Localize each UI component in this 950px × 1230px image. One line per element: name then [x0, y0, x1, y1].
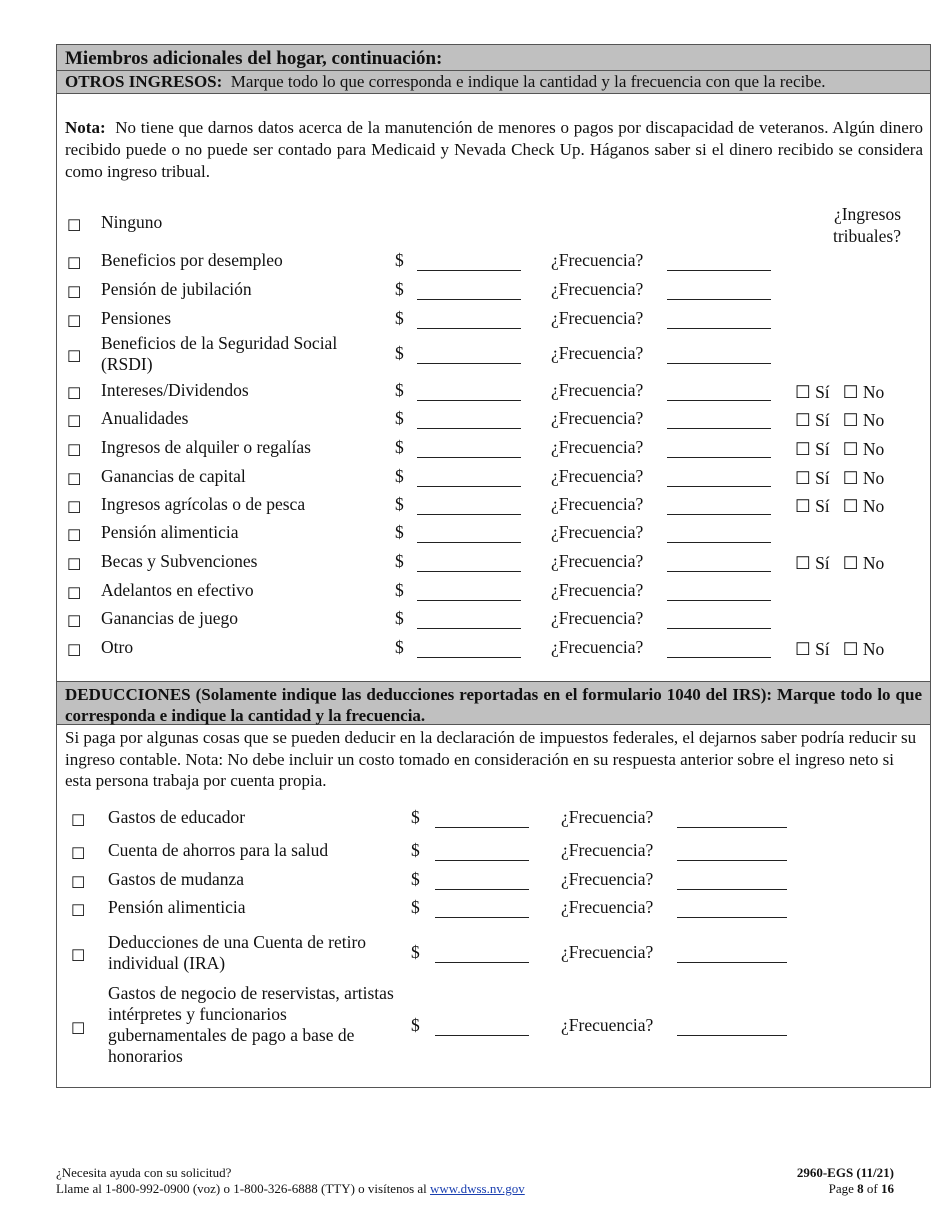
amount-field[interactable]	[417, 466, 521, 487]
income-checkbox[interactable]: ☐	[67, 443, 82, 460]
frequency-field[interactable]	[667, 580, 771, 601]
amount-field[interactable]	[435, 897, 529, 918]
tribal-no-checkbox[interactable]: ☐ No	[842, 410, 885, 430]
income-checkbox[interactable]: ☐	[67, 586, 82, 603]
amount-field[interactable]	[417, 408, 521, 429]
dollar-sign: $	[395, 279, 404, 299]
income-label: Ganancias de juego	[101, 608, 239, 628]
income-checkbox[interactable]: ☐	[67, 557, 82, 574]
frequency-label: ¿Frecuencia?	[561, 942, 654, 962]
frequency-field[interactable]	[677, 942, 787, 963]
income-label: Anualidades	[101, 408, 189, 428]
page-footer	[56, 1165, 894, 1197]
tribal-income-header: ¿Ingresos tribuales?	[832, 204, 901, 246]
amount-field[interactable]	[417, 494, 521, 515]
frequency-field[interactable]	[667, 408, 771, 429]
income-label: Becas y Subvenciones	[101, 551, 258, 571]
note-label: Nota:	[65, 118, 106, 137]
amount-field[interactable]	[417, 637, 521, 658]
dollar-sign: $	[411, 807, 420, 827]
income-label: Adelantos en efectivo	[101, 580, 254, 600]
frequency-field[interactable]	[667, 308, 771, 329]
income-checkbox[interactable]: ☐	[67, 314, 82, 331]
dollar-sign: $	[395, 308, 404, 328]
income-checkbox[interactable]: ☐	[67, 386, 82, 403]
contact-text: Llame al 1-800-992-0900 (voz) o 1-800-326-6888 (TTY) o visítenos al	[56, 1181, 427, 1196]
frequency-field[interactable]	[667, 494, 771, 515]
other-income-heading: OTROS INGRESOS:	[65, 72, 223, 91]
deduction-label: Deducciones de una Cuenta de retiro individual (IRA)	[108, 932, 367, 973]
income-label: Pensión alimenticia	[101, 522, 239, 542]
frequency-field[interactable]	[667, 551, 771, 572]
dollar-sign: $	[395, 250, 404, 270]
dollar-sign: $	[395, 637, 404, 657]
frequency-field[interactable]	[677, 869, 787, 890]
income-label: Beneficios de la Seguridad Social (RSDI)	[101, 333, 338, 374]
frequency-label: ¿Frecuencia?	[561, 840, 654, 860]
frequency-label: ¿Frecuencia?	[551, 551, 644, 571]
frequency-label: ¿Frecuencia?	[561, 807, 654, 827]
frequency-field[interactable]	[667, 637, 771, 658]
dollar-sign: $	[395, 408, 404, 428]
deduction-label: Pensión alimenticia	[108, 897, 246, 917]
amount-field[interactable]	[417, 343, 521, 364]
form-info	[797, 1165, 894, 1197]
tribal-options	[795, 639, 884, 660]
tribal-options	[795, 468, 884, 489]
amount-field[interactable]	[435, 840, 529, 861]
dollar-sign: $	[411, 942, 420, 962]
tribal-no-checkbox[interactable]: ☐ No	[842, 439, 885, 459]
dollar-sign: $	[395, 437, 404, 457]
dollar-sign: $	[411, 1015, 420, 1035]
income-label: Intereses/Dividendos	[101, 380, 249, 400]
tribal-options	[795, 382, 884, 403]
dollar-sign: $	[411, 869, 420, 889]
dollar-sign: $	[395, 580, 404, 600]
income-checkbox[interactable]: ☐	[67, 349, 82, 366]
page-of: of	[866, 1181, 878, 1196]
tribal-no-checkbox[interactable]: ☐ No	[842, 639, 885, 659]
frequency-field[interactable]	[667, 279, 771, 300]
income-label: Ingresos de alquiler o regalías	[101, 437, 311, 457]
frequency-field[interactable]	[667, 250, 771, 271]
tribal-no-checkbox[interactable]: ☐ No	[842, 496, 885, 516]
page-number	[797, 1181, 894, 1197]
income-label: Pensiones	[101, 308, 171, 328]
frequency-label: ¿Frecuencia?	[551, 437, 644, 457]
section-title: Miembros adicionales del hogar, continuación:	[57, 45, 930, 71]
frequency-field[interactable]	[677, 1015, 787, 1036]
frequency-label: ¿Frecuencia?	[551, 250, 644, 270]
frequency-label: ¿Frecuencia?	[561, 897, 654, 917]
income-checkbox[interactable]: ☐	[67, 528, 82, 545]
form-section	[56, 44, 931, 1088]
tribal-yes-checkbox[interactable]: ☐ Sí	[795, 382, 830, 402]
deduction-checkbox[interactable]: ☐	[71, 948, 86, 965]
frequency-label: ¿Frecuencia?	[551, 343, 644, 363]
page-total: 16	[881, 1181, 894, 1196]
help-question: ¿Necesita ayuda con su solicitud?	[56, 1165, 232, 1180]
page-current: 8	[857, 1181, 864, 1196]
frequency-label: ¿Frecuencia?	[551, 580, 644, 600]
tribal-yes-checkbox[interactable]: ☐ Sí	[795, 496, 830, 516]
amount-field[interactable]	[435, 869, 529, 890]
income-checkbox[interactable]: ☐	[67, 472, 82, 489]
frequency-field[interactable]	[667, 466, 771, 487]
note-text: No tiene que darnos datos acerca de la manutención de menores o pagos por discapacidad de veteranos. Algún dinero recibido puede o no puede ser contado para Medicaid y Nevada Check Up. Háganos saber si el dinero recibido se considera como ingreso tribual.	[65, 118, 924, 181]
dollar-sign: $	[395, 522, 404, 542]
frequency-label: ¿Frecuencia?	[551, 637, 644, 657]
income-label: Ganancias de capital	[101, 466, 246, 486]
dollar-sign: $	[395, 608, 404, 628]
deductions-text: Si paga por algunas cosas que se pueden deducir en la declaración de impuestos federales, el dejarnos saber podría reducir su ingreso contable. Nota: No debe incluir un costo tomado en consideración en su respuesta anterior sobre el ingreso neto si esta persona trabaja por cuenta propia.	[65, 728, 917, 790]
income-checkbox[interactable]: ☐	[67, 500, 82, 517]
deduction-checkbox[interactable]: ☐	[71, 875, 86, 892]
frequency-label: ¿Frecuencia?	[551, 522, 644, 542]
form-code: 2960-EGS (11/21)	[796, 1165, 894, 1180]
frequency-label: ¿Frecuencia?	[551, 608, 644, 628]
frequency-field[interactable]	[677, 807, 787, 828]
other-income-instruction: Marque todo lo que corresponda e indique la cantidad y la frecuencia con que la recibe.	[230, 72, 826, 91]
income-checkbox[interactable]: ☐	[67, 218, 82, 235]
frequency-field[interactable]	[677, 897, 787, 918]
dollar-sign: $	[411, 897, 420, 917]
income-checkbox[interactable]: ☐	[67, 643, 82, 660]
frequency-label: ¿Frecuencia?	[551, 380, 644, 400]
frequency-field[interactable]	[667, 380, 771, 401]
tribal-options	[795, 439, 884, 460]
deduction-checkbox[interactable]: ☐	[71, 903, 86, 920]
tribal-options	[795, 553, 884, 574]
income-label: Ninguno	[101, 212, 163, 232]
tribal-no-checkbox[interactable]: ☐ No	[842, 553, 885, 573]
amount-field[interactable]	[417, 437, 521, 458]
tribal-options	[795, 410, 884, 431]
frequency-field[interactable]	[667, 437, 771, 458]
amount-field[interactable]	[435, 942, 529, 963]
website-link[interactable]: www.dwss.nv.gov	[430, 1181, 525, 1196]
dollar-sign: $	[395, 343, 404, 363]
frequency-label: ¿Frecuencia?	[551, 466, 644, 486]
income-label: Ingresos agrícolas o de pesca	[101, 494, 306, 514]
dollar-sign: $	[411, 840, 420, 860]
income-checkbox[interactable]: ☐	[67, 414, 82, 431]
income-checkbox[interactable]: ☐	[67, 256, 82, 273]
deduction-label: Gastos de negocio de reservistas, artistas intérpretes y funcionarios gubernamentales de pago a base de honorarios	[108, 983, 394, 1066]
amount-field[interactable]	[417, 380, 521, 401]
dollar-sign: $	[395, 551, 404, 571]
tribal-yes-checkbox[interactable]: ☐ Sí	[795, 639, 830, 659]
tribal-yes-checkbox[interactable]: ☐ Sí	[795, 553, 830, 573]
amount-field[interactable]	[417, 308, 521, 329]
tribal-yes-checkbox[interactable]: ☐ Sí	[795, 439, 830, 459]
amount-field[interactable]	[417, 522, 521, 543]
tribal-yes-checkbox[interactable]: ☐ Sí	[795, 410, 830, 430]
tribal-no-checkbox[interactable]: ☐ No	[842, 382, 885, 402]
income-list	[57, 45, 932, 685]
income-label: Pensión de jubilación	[101, 279, 252, 299]
frequency-label: ¿Frecuencia?	[551, 308, 644, 328]
income-checkbox[interactable]: ☐	[67, 285, 82, 302]
amount-field[interactable]	[435, 1015, 529, 1036]
deduction-label: Cuenta de ahorros para la salud	[108, 840, 329, 860]
frequency-field[interactable]	[667, 343, 771, 364]
amount-field[interactable]	[417, 250, 521, 271]
deduction-checkbox[interactable]: ☐	[71, 1021, 86, 1038]
income-label: Beneficios por desempleo	[101, 250, 283, 270]
dollar-sign: $	[395, 380, 404, 400]
frequency-label: ¿Frecuencia?	[551, 494, 644, 514]
amount-field[interactable]	[417, 279, 521, 300]
frequency-label: ¿Frecuencia?	[551, 279, 644, 299]
tribal-yes-checkbox[interactable]: ☐ Sí	[795, 468, 830, 488]
amount-field[interactable]	[417, 608, 521, 629]
amount-field[interactable]	[417, 551, 521, 572]
frequency-label: ¿Frecuencia?	[561, 869, 654, 889]
deduction-label: Gastos de educador	[108, 807, 246, 827]
frequency-field[interactable]	[677, 840, 787, 861]
frequency-field[interactable]	[667, 522, 771, 543]
income-label: Otro	[101, 637, 134, 657]
tribal-options	[795, 496, 884, 517]
amount-field[interactable]	[417, 580, 521, 601]
deduction-checkbox[interactable]: ☐	[71, 846, 86, 863]
income-checkbox[interactable]: ☐	[67, 614, 82, 631]
frequency-field[interactable]	[667, 608, 771, 629]
frequency-label: ¿Frecuencia?	[551, 408, 644, 428]
tribal-no-checkbox[interactable]: ☐ No	[842, 468, 885, 488]
frequency-label: ¿Frecuencia?	[561, 1015, 654, 1035]
dollar-sign: $	[395, 466, 404, 486]
deduction-label: Gastos de mudanza	[108, 869, 245, 889]
amount-field[interactable]	[435, 807, 529, 828]
deduction-checkbox[interactable]: ☐	[71, 813, 86, 830]
contact-line	[56, 1181, 894, 1197]
page-prefix: Page	[828, 1181, 854, 1196]
dollar-sign: $	[395, 494, 404, 514]
deductions-header: DEDUCCIONES (Solamente indique las deducciones reportadas en el formulario 1040 del IRS): Marque todo lo que corresponda e indique la cantidad y la frecuencia.	[57, 681, 930, 725]
